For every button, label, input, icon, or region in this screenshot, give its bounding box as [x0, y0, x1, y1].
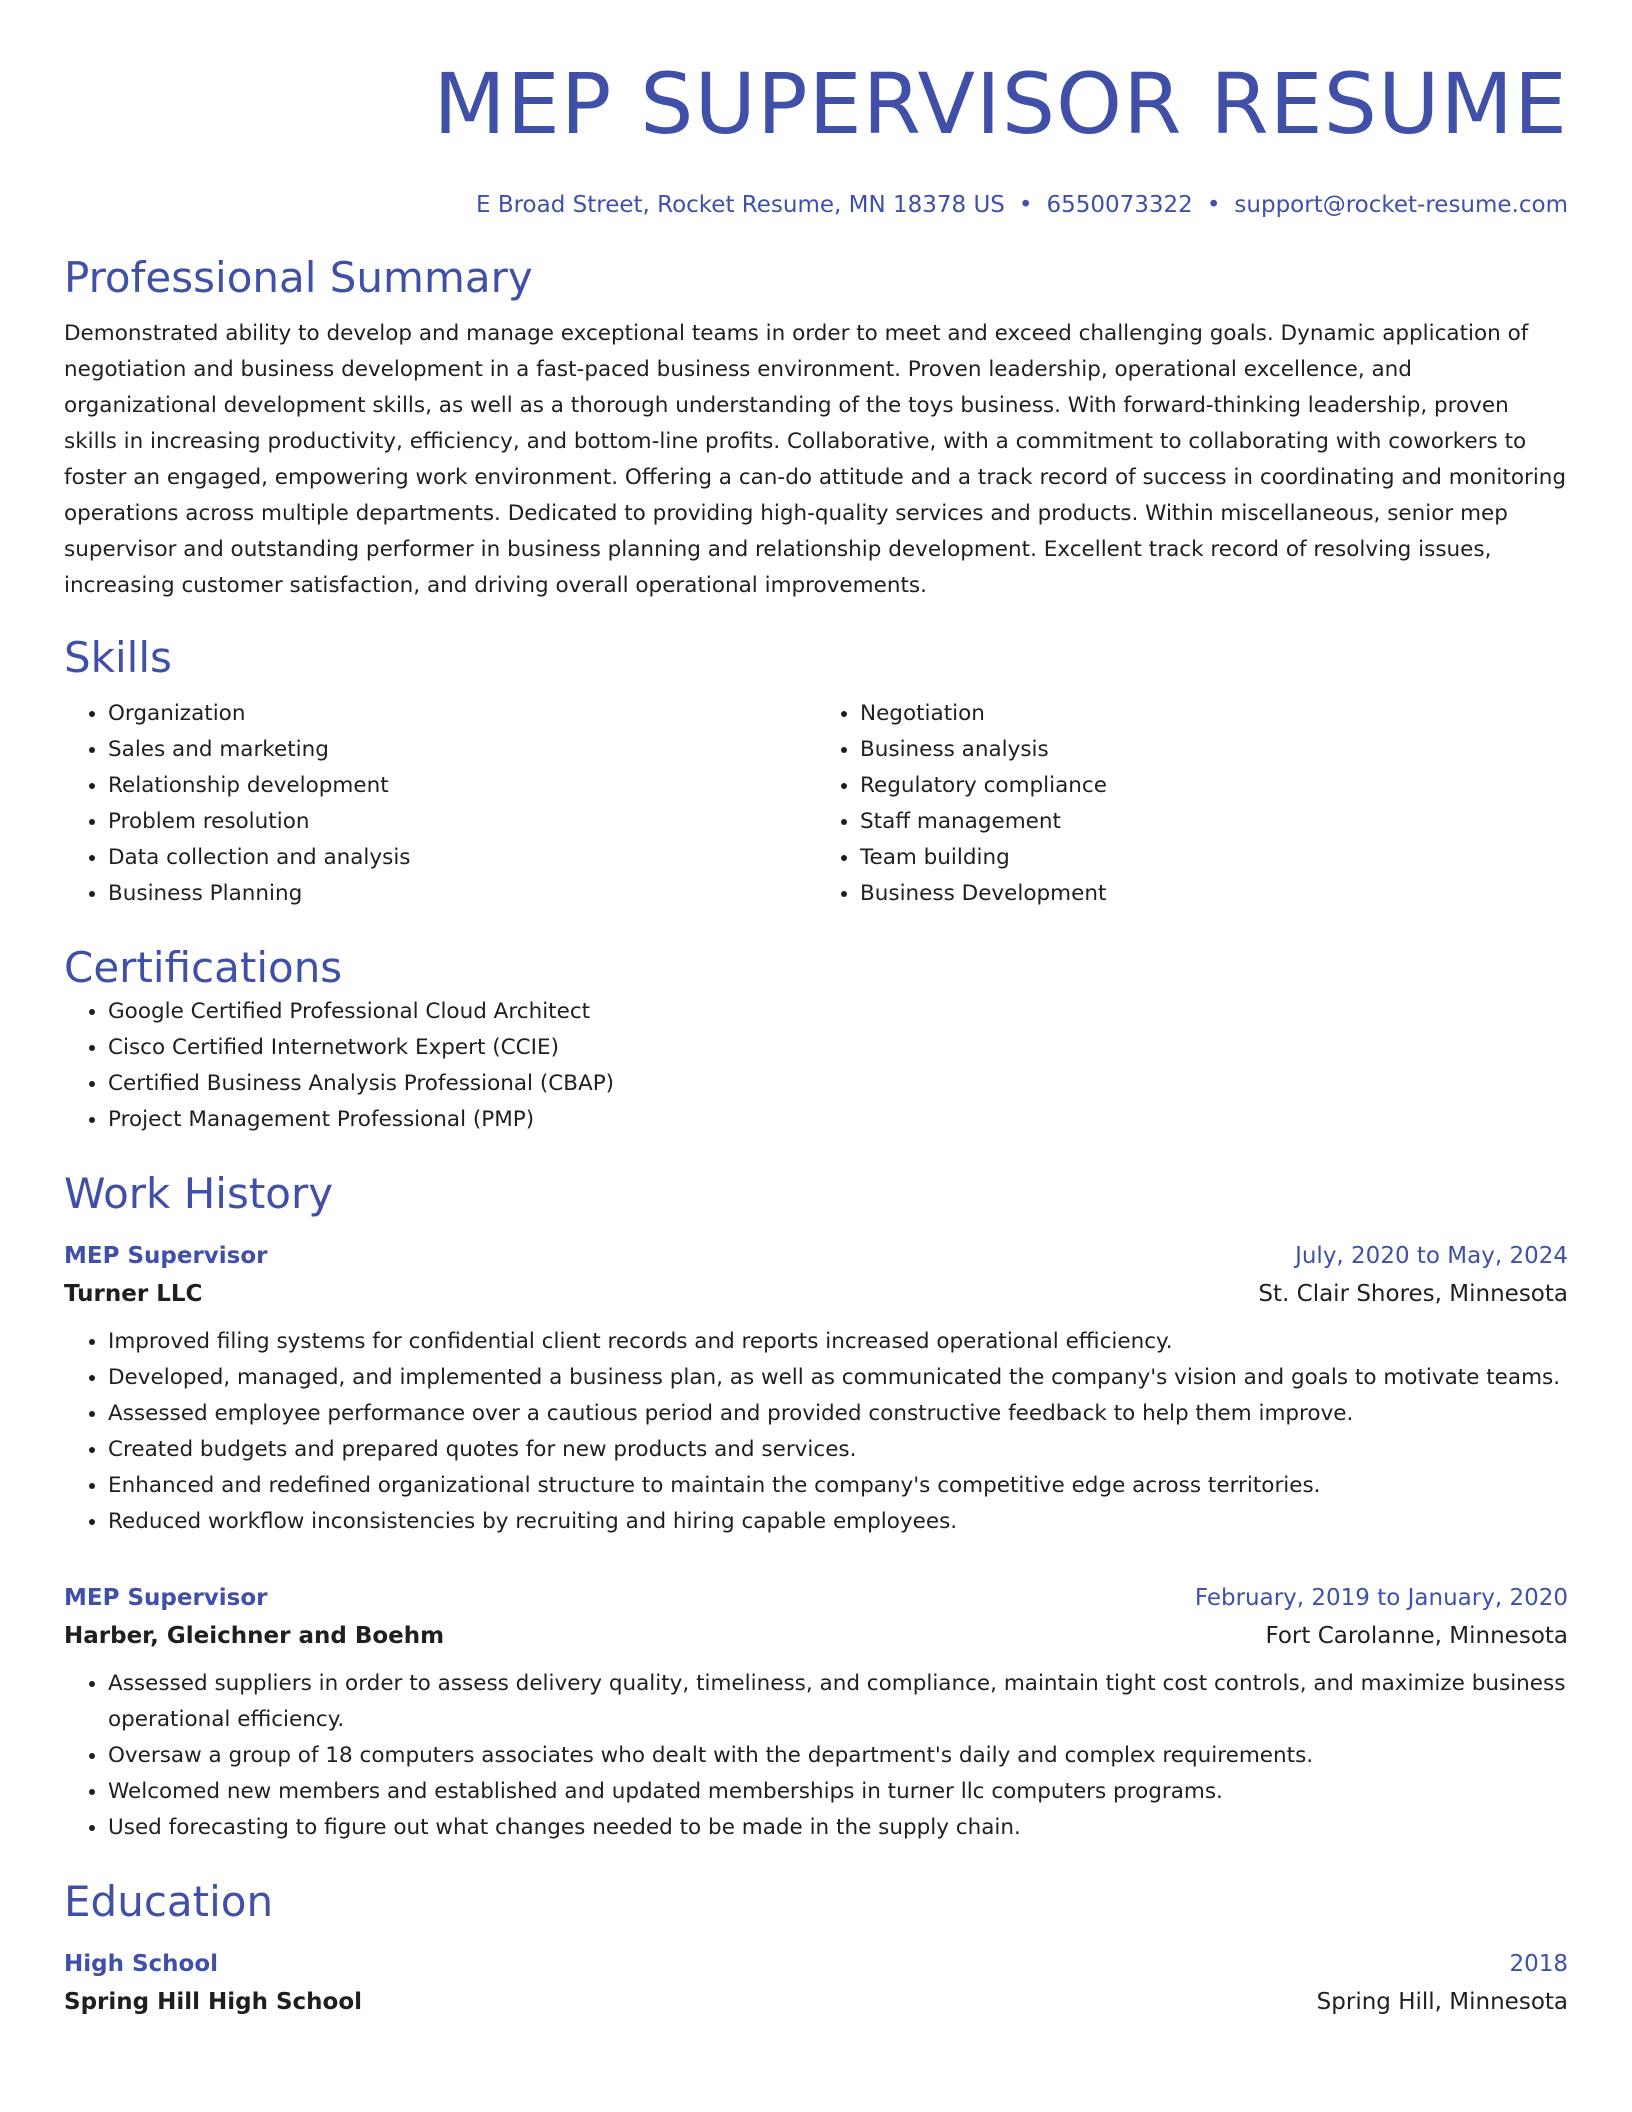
- job-company-row: [64, 1274, 1568, 1314]
- skills-grid: [64, 696, 1568, 912]
- education-header-row: [64, 1946, 1568, 1982]
- degree: High School: [64, 1951, 219, 1977]
- skill-item: • Problem resolution: [108, 804, 816, 840]
- job-location: Fort Carolanne, Minnesota: [1265, 1623, 1568, 1649]
- graduation-year: 2018: [1509, 1951, 1568, 1977]
- skill-item: • Business analysis: [860, 732, 1568, 768]
- job-dates: July, 2020 to May, 2024: [1295, 1243, 1568, 1269]
- phone: 6550073322: [1046, 192, 1193, 218]
- job-bullet: • Assessed suppliers in order to assess delivery quality, timeliness, and compliance, maintain tight cost controls, and maximize business operational efficiency.: [108, 1666, 1568, 1738]
- skill-item: • Regulatory compliance: [860, 768, 1568, 804]
- skill-item: • Business Planning: [108, 876, 816, 912]
- skill-item: • Team building: [860, 840, 1568, 876]
- job-bullet: • Reduced workflow inconsistencies by recruiting and hiring capable employees.: [108, 1504, 1568, 1540]
- job-bullet: • Used forecasting to figure out what changes needed to be made in the supply chain.: [108, 1810, 1568, 1846]
- section-heading-skills: Skills: [64, 633, 172, 682]
- resume-title: MEP SUPERVISOR RESUME: [433, 55, 1568, 153]
- job-title: MEP Supervisor: [64, 1243, 268, 1269]
- section-heading-certifications: Certifications: [64, 943, 343, 992]
- school-name: Spring Hill High School: [64, 1989, 363, 2015]
- section-heading-education: Education: [64, 1877, 274, 1926]
- company-name: Turner LLC: [64, 1281, 203, 1307]
- job-dates: February, 2019 to January, 2020: [1194, 1585, 1568, 1611]
- job-bullet: • Oversaw a group of 18 computers associates who dealt with the department's daily and complex requirements.: [108, 1738, 1568, 1774]
- job-bullet: • Created budgets and prepared quotes for new products and services.: [108, 1432, 1568, 1468]
- job-bullet: • Welcomed new members and established and updated memberships in turner llc computers programs.: [108, 1774, 1568, 1810]
- education-school-row: [64, 1982, 1568, 2022]
- address: E Broad Street, Rocket Resume, MN 18378 US: [475, 192, 1005, 218]
- company-name: Harber, Gleichner and Boehm: [64, 1623, 445, 1649]
- job-bullet: • Assessed employee performance over a cautious period and provided constructive feedback to help them improve.: [108, 1396, 1568, 1432]
- job-company-row: [64, 1616, 1568, 1656]
- skills-list-right: [816, 696, 1568, 912]
- school-location: Spring Hill, Minnesota: [1316, 1989, 1568, 2015]
- certifications-list: [64, 994, 1568, 1138]
- job-title: MEP Supervisor: [64, 1585, 268, 1611]
- education-entry: [64, 1946, 1568, 2022]
- section-heading-work-history: Work History: [64, 1169, 334, 1218]
- job-entry: [64, 1580, 1568, 1846]
- email-link[interactable]: support@rocket-resume.com: [1234, 192, 1568, 218]
- skill-item: • Business Development: [860, 876, 1568, 912]
- skill-item: • Data collection and analysis: [108, 840, 816, 876]
- job-entry: [64, 1238, 1568, 1540]
- job-bullets: [64, 1324, 1568, 1540]
- job-bullet: • Developed, managed, and implemented a business plan, as well as communicated the company's vision and goals to motivate teams.: [108, 1360, 1568, 1396]
- certification-item: • Certified Business Analysis Professional (CBAP): [108, 1066, 1568, 1102]
- summary-paragraph: Demonstrated ability to develop and manage exceptional teams in order to meet and exceed challenging goals. Dynamic application of negotiation and business development in a fast-paced business environment. Proven leadership, operational excellence, and organizational development skills, as well as a thorough understanding of the toys business. With forward-thinking leadership, proven skills in increasing productivity, efficiency, and bottom-line profits. Collaborative, with a commitment to collaborating with coworkers to foster an engaged, empowering work environment. Offering a can-do attitude and a track record of success in coordinating and monitoring operations across multiple departments. Dedicated to providing high-quality services and products. Within miscellaneous, senior mep supervisor and outstanding performer in business planning and relationship development. Excellent track record of resolving issues, increasing customer satisfaction, and driving overall operational improvements.: [64, 321, 1567, 598]
- job-bullets: [64, 1666, 1568, 1846]
- skill-item: • Negotiation: [860, 696, 1568, 732]
- skill-item: • Relationship development: [108, 768, 816, 804]
- contact-line: [64, 188, 1568, 222]
- job-location: St. Clair Shores, Minnesota: [1258, 1281, 1568, 1307]
- section-heading-summary: Professional Summary: [64, 253, 533, 302]
- skill-item: • Organization: [108, 696, 816, 732]
- skills-list-left: [64, 696, 816, 912]
- separator-dot: •: [1018, 192, 1033, 218]
- certification-item: • Project Management Professional (PMP): [108, 1102, 1568, 1138]
- separator-dot: •: [1206, 192, 1221, 218]
- job-header-row: [64, 1238, 1568, 1274]
- job-bullet: • Enhanced and redefined organizational structure to maintain the company's competitive edge across territories.: [108, 1468, 1568, 1504]
- skill-item: • Sales and marketing: [108, 732, 816, 768]
- job-header-row: [64, 1580, 1568, 1616]
- skill-item: • Staff management: [860, 804, 1568, 840]
- certification-item: • Google Certified Professional Cloud Architect: [108, 994, 1568, 1030]
- job-bullet: • Improved filing systems for confidential client records and reports increased operational efficiency.: [108, 1324, 1568, 1360]
- certification-item: • Cisco Certified Internetwork Expert (CCIE): [108, 1030, 1568, 1066]
